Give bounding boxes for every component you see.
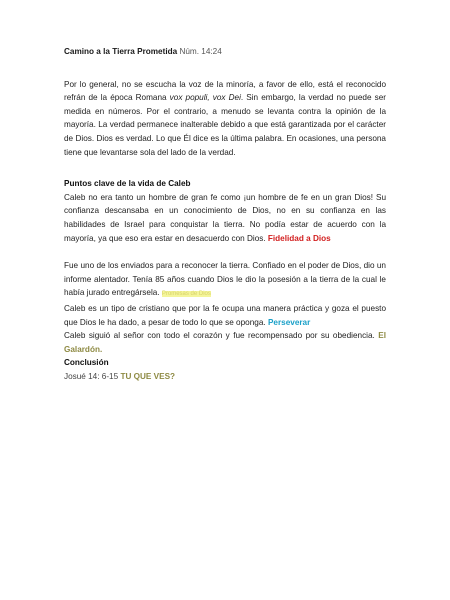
intro-text-part2: . Sin embargo, la verdad no puede ser medida en números. Por el contrario, a menudo se levanta contra la opinión de la mayoría. La verdad permanece inalterable debido a que está garantizada por el carácter de Dios. Dios es verdad. Lo que Él dice es la última palabra. En ocasiones, una persona tiene que levantarse sola del lado de la verdad. (64, 93, 386, 157)
tag-galardon-suffix: . (99, 344, 103, 354)
document-body (64, 45, 386, 383)
tag-promesas: Promesas de Dios (161, 291, 211, 298)
intro-italic-phrase: vox populi, vox Dei (169, 93, 241, 103)
point-promises-text: Fue uno de los enviados para a reconocer la tierra. Confiado en el poder de Dios, dio un informe alentador. Tenía 85 años cuando Dios le dio la posesión a la tierra de la cual le había jurado entregársela. (64, 261, 386, 298)
tag-fidelidad: Fidelidad a Dios (267, 233, 331, 243)
conclusion-tagline: TU QUE VES? (120, 371, 176, 381)
point-persevere-text: Caleb es un tipo de cristiano que por la fe ocupa una manera práctica y goza el puesto que Dios le ha dado, a pesar de todo lo que se oponga. (64, 303, 386, 327)
intro-paragraph (64, 78, 386, 160)
point-reward (64, 329, 386, 356)
document-title: Camino a la Tierra Prometida (64, 47, 178, 56)
point-fidelity-text: Caleb no era tanto un hombre de gran fe como ¡un hombre de fe en un gran Dios! Su confianza descansaba en un conocimiento de Dios, no en su confianza en las habilidades de Israel para conquistar la tierra. No podía estar de acuerdo con la mayoría, ya que eso era estar en desacuerdo con Dios. (64, 192, 386, 243)
title-reference: Núm. 14:24 (179, 47, 222, 56)
title-line (64, 45, 386, 59)
intro-text-part1: Por lo general, no se escucha la voz de la minoría, a favor de ello, está el reconocido refrán de la época Romana (64, 79, 386, 103)
section-heading: Puntos clave de la vida de Caleb (64, 179, 191, 189)
tag-galardon: El Galardón (64, 331, 386, 354)
tag-perseverar: Perseverar (267, 317, 311, 327)
point-fidelity (64, 191, 386, 245)
point-promises (64, 259, 386, 302)
conclusion-heading: Conclusión (64, 358, 109, 368)
conclusion-reference: Josué 14: 6-15 (64, 371, 119, 381)
conclusion-line (64, 370, 386, 384)
point-persevere (64, 302, 386, 329)
point-reward-text: Caleb siguió al señor con todo el corazón y fue recompensado por su obediencia. (64, 331, 375, 341)
